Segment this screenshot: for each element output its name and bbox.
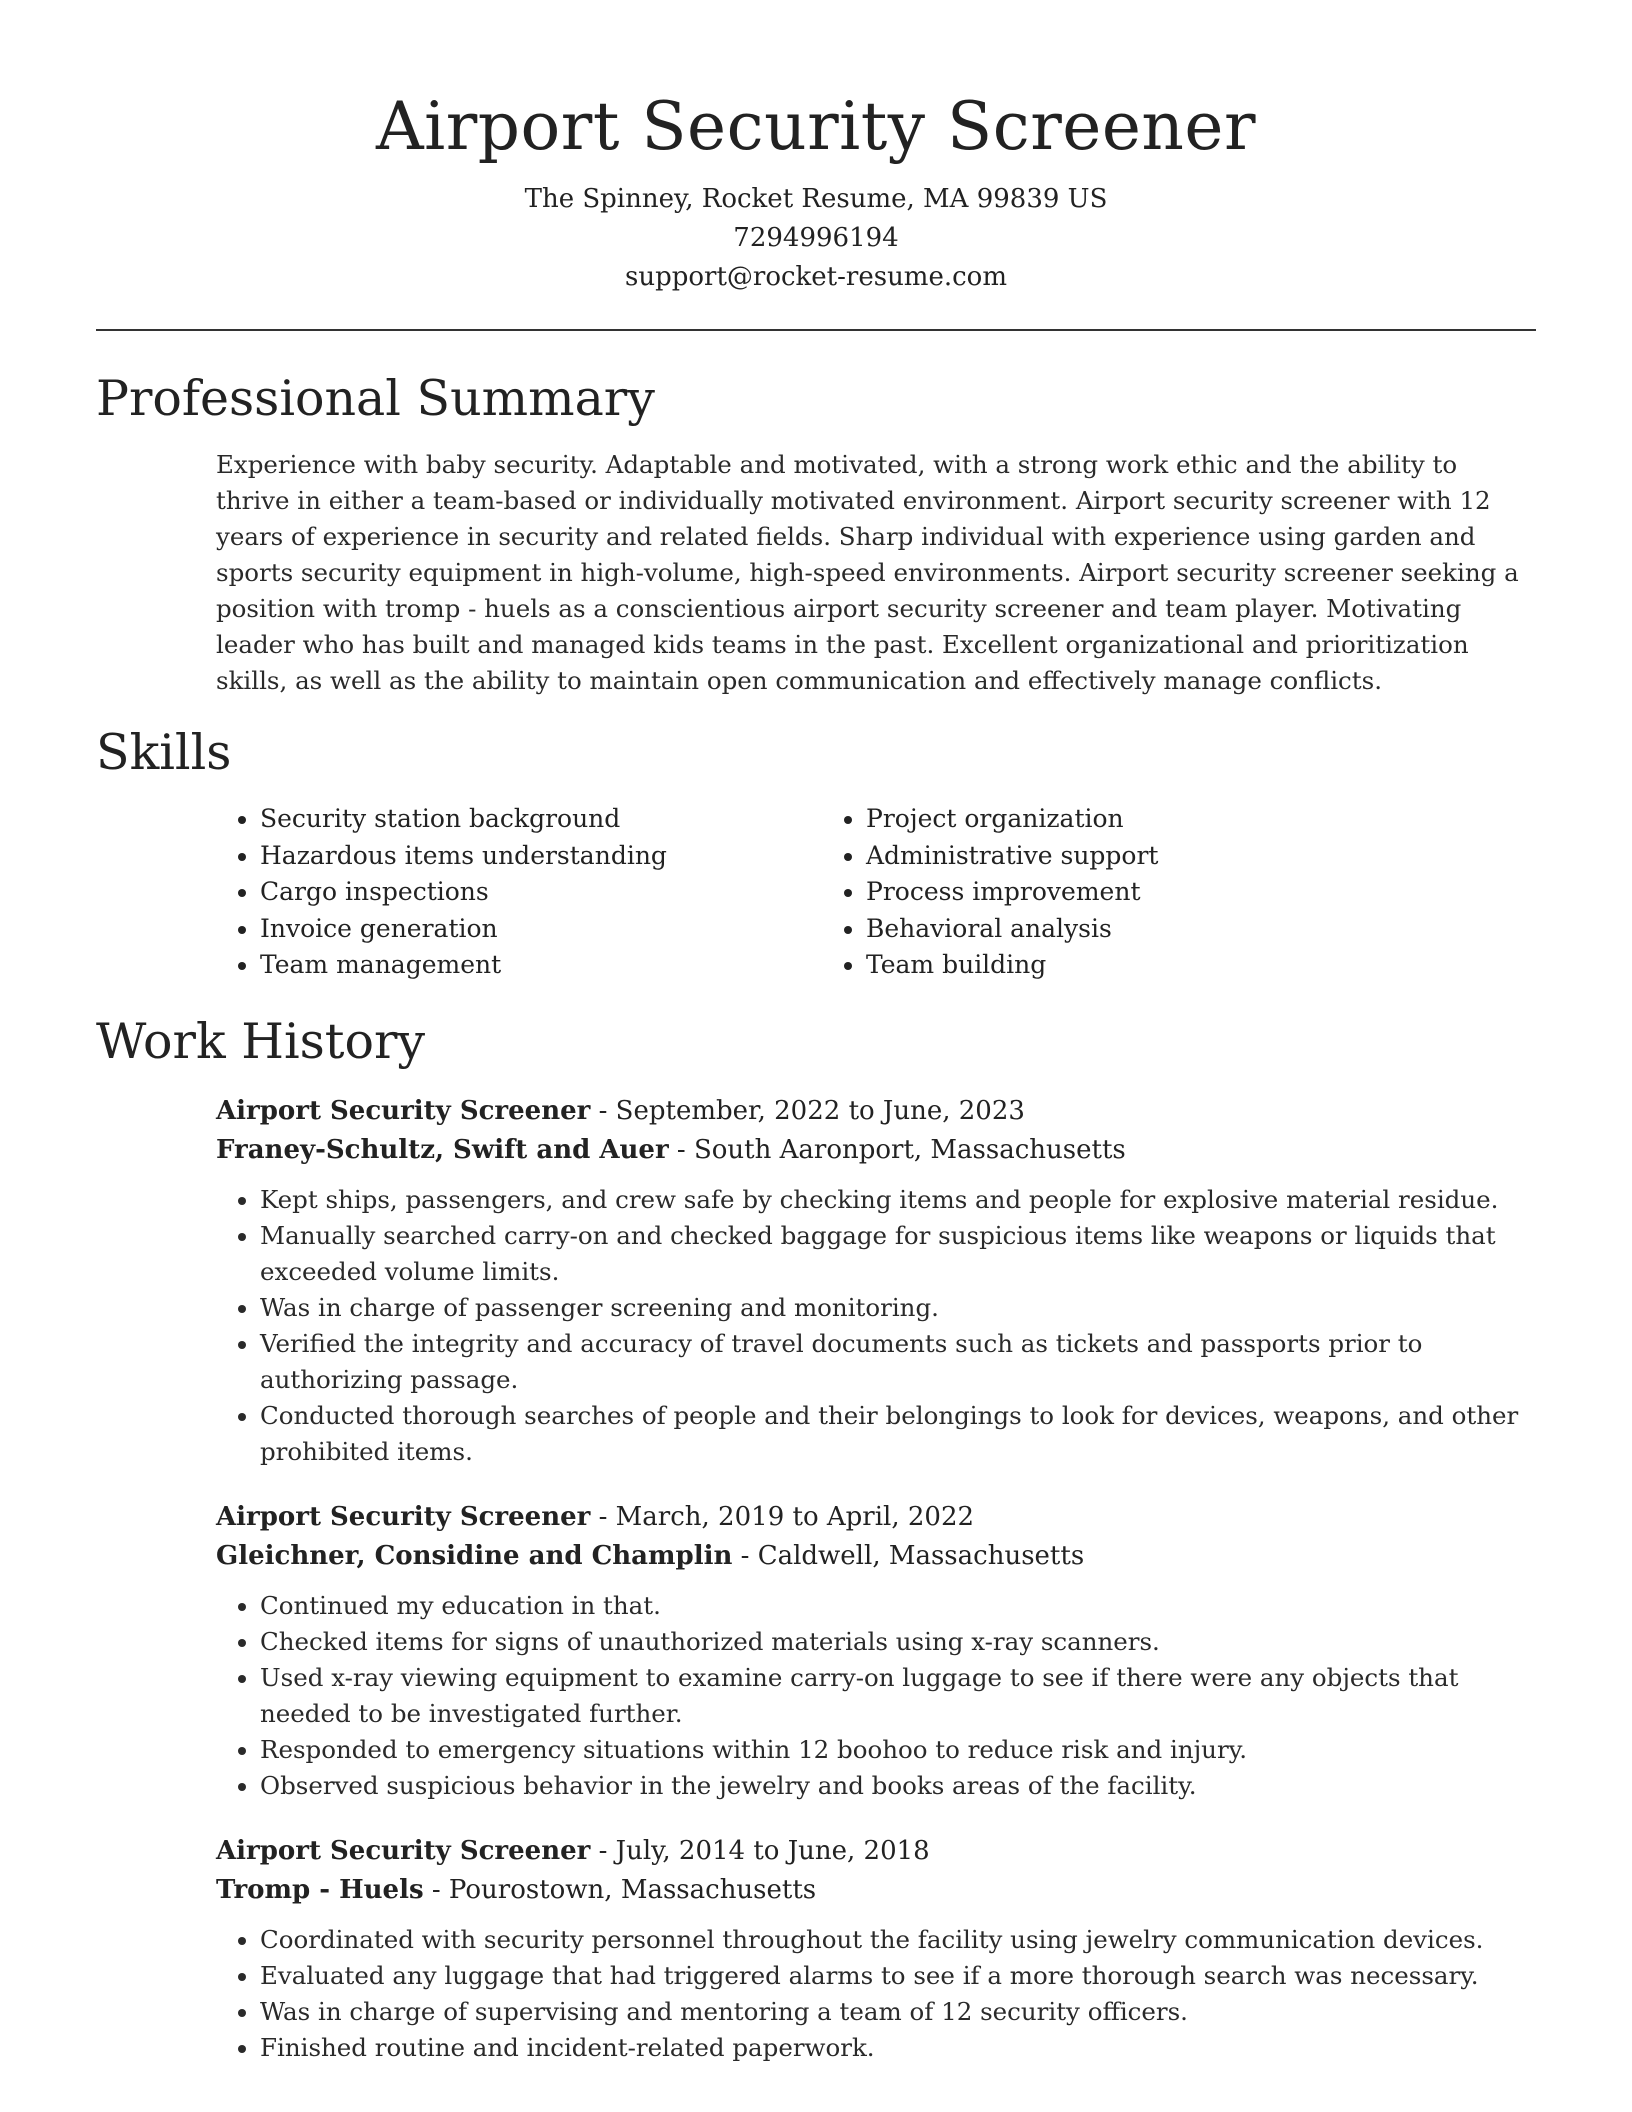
phone: 7294996194 xyxy=(733,223,899,253)
job-bullet: • Finished routine and incident-related paperwork. xyxy=(260,2030,1536,2066)
skill-item: • Team management xyxy=(260,947,822,984)
summary-text: Experience with baby security. Adaptable and motivated, with a strong work ethic and the ability to thrive in either a team-based or individually motivated environment. Airport security screener with 12 years of experience in security and related fields. Sharp individual with experience using garden and sports security equipment in high-volume, high-speed environments. Airport security screener seeking a position with tromp - huels as a conscientious airport security screener and team player. Motivating leader who has built and managed kids teams in the past. Excellent organizational and prioritization skills, as well as the ability to maintain open communication and effectively manage conflicts. xyxy=(216,450,1519,695)
skills-heading: Skills xyxy=(96,724,232,781)
job-bullet: • Checked items for signs of unauthorized materials using x-ray scanners. xyxy=(260,1624,1536,1660)
skill-item: • Behavioral analysis xyxy=(866,911,1428,948)
skill-item: • Process improvement xyxy=(866,874,1428,911)
job-bullet: • Manually searched carry-on and checked baggage for suspicious items like weapons or liquids that exceeded volume limits. xyxy=(260,1218,1536,1290)
job-bullet: • Evaluated any luggage that had triggered alarms to see if a more thorough search was necessary. xyxy=(260,1958,1536,1994)
job-company: Gleichner, Considine and Champlin xyxy=(216,1540,733,1571)
job-bullet: • Verified the integrity and accuracy of travel documents such as tickets and passports prior to authorizing passage. xyxy=(260,1326,1536,1398)
skill-item: • Hazardous items understanding xyxy=(260,838,822,875)
job-bullet: • Was in charge of passenger screening and monitoring. xyxy=(260,1290,1536,1326)
job-bullet: • Used x-ray viewing equipment to examine carry-on luggage to see if there were any objects that needed to be investigated further. xyxy=(260,1660,1536,1732)
job-dates: - September, 2022 to June, 2023 xyxy=(590,1095,1025,1126)
summary-heading: Professional Summary xyxy=(96,370,655,427)
resume-header xyxy=(96,0,1536,297)
job-location: - Caldwell, Massachusetts xyxy=(732,1540,1085,1571)
job-bullet: • Was in charge of supervising and mentoring a team of 12 security officers. xyxy=(260,1994,1536,2030)
job-bullet: • Coordinated with security personnel throughout the facility using jewelry communication devices. xyxy=(260,1922,1536,1958)
job-location: - Pourostown, Massachusetts xyxy=(423,1874,817,1905)
job-company-line xyxy=(216,1131,1536,1170)
job-bullet: • Kept ships, passengers, and crew safe by checking items and people for explosive material residue. xyxy=(260,1182,1536,1218)
job-location: - South Aaronport, Massachusetts xyxy=(668,1134,1126,1165)
job-bullets xyxy=(216,1182,1536,1470)
contact-block xyxy=(96,180,1536,297)
job-company: Tromp - Huels xyxy=(216,1874,424,1905)
email: support@rocket-resume.com xyxy=(624,262,1007,292)
job-bullet: • Conducted thorough searches of people and their belongings to look for devices, weapons, and other prohibited items. xyxy=(260,1398,1536,1470)
job-role: Airport Security Screener xyxy=(216,1835,591,1866)
job-bullets xyxy=(216,1922,1536,2066)
job-title-line xyxy=(216,1092,1536,1131)
skills-column-right xyxy=(822,801,1428,984)
job-bullets xyxy=(216,1588,1536,1804)
skill-item: • Administrative support xyxy=(866,838,1428,875)
resume-page xyxy=(96,0,1536,2066)
skill-item: • Team building xyxy=(866,947,1428,984)
header-divider xyxy=(96,329,1536,331)
job-title-line xyxy=(216,1498,1536,1537)
job-bullet: • Observed suspicious behavior in the jewelry and books areas of the facility. xyxy=(260,1768,1536,1804)
job-title-line xyxy=(216,1832,1536,1871)
skill-item: • Security station background xyxy=(260,801,822,838)
job-company: Franey-Schultz, Swift and Auer xyxy=(216,1134,669,1165)
skill-item: • Cargo inspections xyxy=(260,874,822,911)
job-entry xyxy=(216,1092,1536,1470)
address: The Spinney, Rocket Resume, MA 99839 US xyxy=(524,184,1108,214)
skill-item: • Project organization xyxy=(866,801,1428,838)
job-bullet: • Continued my education in that. xyxy=(260,1588,1536,1624)
job-role: Airport Security Screener xyxy=(216,1095,591,1126)
job-bullet: • Responded to emergency situations within 12 boohoo to reduce risk and injury. xyxy=(260,1732,1536,1768)
job-dates: - March, 2019 to April, 2022 xyxy=(590,1501,975,1532)
job-dates: - July, 2014 to June, 2018 xyxy=(590,1835,930,1866)
job-role: Airport Security Screener xyxy=(216,1501,591,1532)
skills-list xyxy=(216,801,1536,984)
job-entry xyxy=(216,1832,1536,2066)
candidate-name: Airport Security Screener xyxy=(375,88,1256,165)
skills-column-left xyxy=(216,801,822,984)
skill-item: • Invoice generation xyxy=(260,911,822,948)
job-company-line xyxy=(216,1537,1536,1576)
job-company-line xyxy=(216,1871,1536,1910)
job-entry xyxy=(216,1498,1536,1804)
work-history-heading: Work History xyxy=(96,1012,426,1070)
